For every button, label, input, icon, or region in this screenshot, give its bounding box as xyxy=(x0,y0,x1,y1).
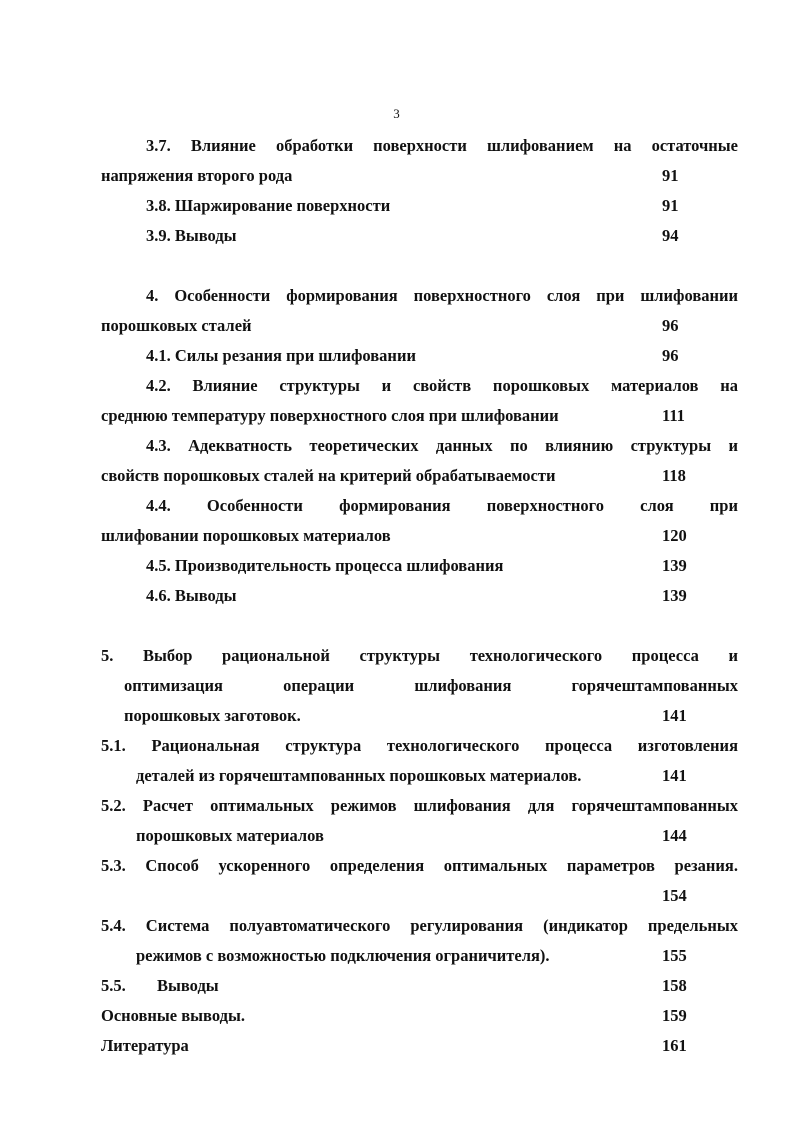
toc-entry-5-4-line1: 5.4. Система полуавтоматического регулирования (индикатор предельных xyxy=(101,916,738,935)
toc-entry-5-line1: 5. Выбор рациональной структуры технологического процесса и xyxy=(101,646,738,665)
toc-page-5-2: 144 xyxy=(662,826,687,845)
toc-entry-3-8: 3.8. Шаржирование поверхности xyxy=(146,196,391,215)
toc-page-4: 96 xyxy=(662,316,679,335)
toc-page-3-9: 94 xyxy=(662,226,679,245)
toc-entry-4-4-line2: шлифовании порошковых материалов xyxy=(101,526,391,545)
toc-page-3-8: 91 xyxy=(662,196,679,215)
toc-page-3-7: 91 xyxy=(662,166,679,185)
toc-entry-4-line2: порошковых сталей xyxy=(101,316,252,335)
toc-page-4-2: 111 xyxy=(662,406,685,425)
toc-entry-4-1: 4.1. Силы резания при шлифовании xyxy=(146,346,416,365)
toc-page-4-1: 96 xyxy=(662,346,679,365)
toc-entry-5-1-line1: 5.1. Рациональная структура технологического процесса изготовления xyxy=(101,736,738,755)
toc-page-5-1: 141 xyxy=(662,766,687,785)
toc-entry-5-4-line2: режимов с возможностью подключения ограничителя). xyxy=(136,946,550,965)
page-number: 3 xyxy=(393,106,400,121)
toc-entry-5-3-line1: 5.3. Способ ускоренного определения оптимальных параметров резания. xyxy=(101,856,738,875)
toc-page-5: 141 xyxy=(662,706,687,725)
toc-entry-3-7-line1: 3.7. Влияние обработки поверхности шлифованием на остаточные xyxy=(146,136,738,155)
toc-page-4-5: 139 xyxy=(662,556,687,575)
toc-entry-5-5-number: 5.5. xyxy=(101,976,126,995)
toc-page-5-4: 155 xyxy=(662,946,687,965)
toc-entry-4-2-line1: 4.2. Влияние структуры и свойств порошковых материалов на xyxy=(146,376,738,395)
toc-entry-5-line3: порошковых заготовок. xyxy=(124,706,301,725)
toc-page-5-3: 154 xyxy=(662,886,687,905)
toc-entry-5-2-line2: порошковых материалов xyxy=(136,826,324,845)
toc-page-4-3: 118 xyxy=(662,466,686,485)
toc-entry-4-3-line1: 4.3. Адекватность теоретических данных по влиянию структуры и xyxy=(146,436,738,455)
toc-entry-4-6: 4.6. Выводы xyxy=(146,586,237,605)
toc-entry-4-4-line1: 4.4. Особенности формирования поверхностного слоя при xyxy=(146,496,738,515)
toc-page-5-5: 158 xyxy=(662,976,687,995)
toc-page-4-4: 120 xyxy=(662,526,687,545)
toc-page-literature: 161 xyxy=(662,1036,687,1055)
toc-entry-5-1-line2: деталей из горячештампованных порошковых материалов. xyxy=(136,766,582,785)
toc-entry-4-5: 4.5. Производительность процесса шлифования xyxy=(146,556,504,575)
toc-entry-5-line2: оптимизация операции шлифования горячештампованных xyxy=(124,676,738,695)
toc-page-conclusions: 159 xyxy=(662,1006,687,1025)
toc-entry-5-2-line1: 5.2. Расчет оптимальных режимов шлифования для горячештампованных xyxy=(101,796,738,815)
toc-entry-4-3-line2: свойств порошковых сталей на критерий обрабатываемости xyxy=(101,466,556,485)
toc-entry-3-7-line2: напряжения второго рода xyxy=(101,166,293,185)
toc-entry-4-line1: 4. Особенности формирования поверхностного слоя при шлифовании xyxy=(146,286,738,305)
toc-entry-5-5: Выводы xyxy=(157,976,219,995)
toc-entry-4-2-line2: среднюю температуру поверхностного слоя при шлифовании xyxy=(101,406,559,425)
toc-entry-conclusions: Основные выводы. xyxy=(101,1006,245,1025)
toc-page-4-6: 139 xyxy=(662,586,687,605)
toc-entry-3-9: 3.9. Выводы xyxy=(146,226,237,245)
toc-entry-literature: Литература xyxy=(101,1036,189,1055)
